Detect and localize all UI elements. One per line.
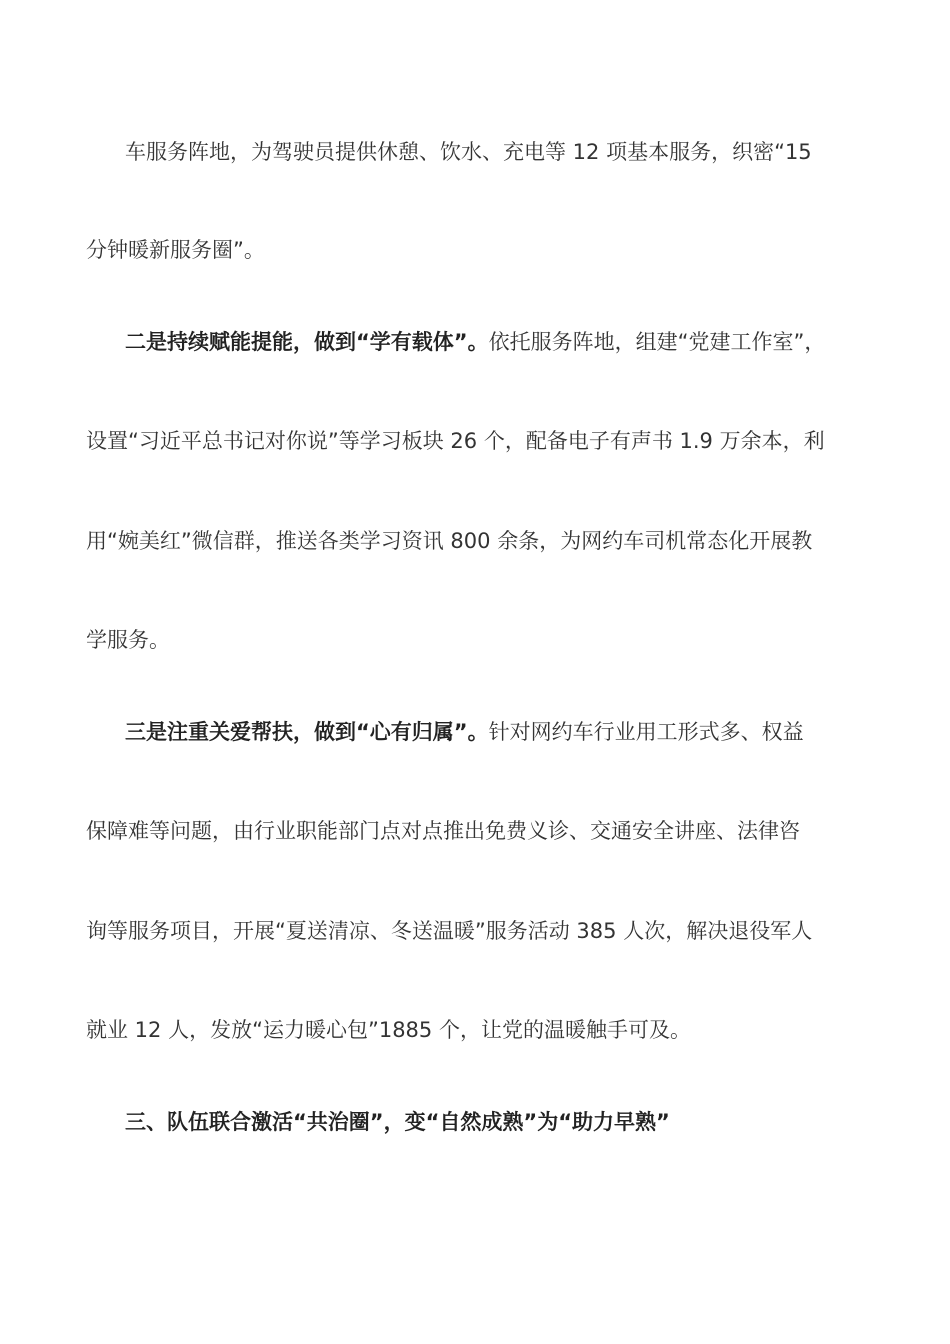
section-heading-text: 三、队伍联合激活“共治圈”，变“自然成熟”为“助力早熟” <box>125 1110 670 1134</box>
line-text: 用“婉美红”微信群，推送各类学习资讯 800 余条，为网约车司机常态化开展教 <box>86 529 813 553</box>
section-heading <box>125 1107 925 1137</box>
paragraph-heading: 二是持续赋能提能，做到“学有载体”。 <box>125 330 489 354</box>
line-text: 针对网约车行业用工形式多、权益 <box>488 720 804 744</box>
line-text: 设置“习近平总书记对你说”等学习板块 26 个，配备电子有声书 1.9 万余本，利 <box>86 429 825 453</box>
line-text: 保障难等问题，由行业职能部门点对点推出免费义诊、交通安全讲座、法律咨 <box>86 819 800 843</box>
paragraph-line <box>86 235 886 265</box>
line-text: 车服务阵地，为驾驶员提供休憩、饮水、充电等 12 项基本服务，织密“15 <box>125 140 812 164</box>
paragraph-line <box>125 327 925 357</box>
paragraph-line <box>86 916 886 946</box>
paragraph-line <box>125 137 925 167</box>
paragraph-line <box>125 717 925 747</box>
paragraph-line <box>86 426 886 456</box>
paragraph-heading: 三是注重关爱帮扶，做到“心有归属”。 <box>125 720 489 744</box>
line-text: 依托服务阵地，组建“党建工作室”， <box>488 330 826 354</box>
line-text: 询等服务项目，开展“夏送清凉、冬送温暖”服务活动 385 人次，解决退役军人 <box>86 919 813 943</box>
line-text: 就业 12 人，发放“运力暖心包”1885 个，让党的温暖触手可及。 <box>86 1018 691 1042</box>
paragraph-line <box>86 816 886 846</box>
line-text: 分钟暖新服务圈”。 <box>86 238 265 262</box>
line-text: 学服务。 <box>86 628 170 652</box>
paragraph-line <box>86 1015 886 1045</box>
paragraph-line <box>86 526 886 556</box>
paragraph-line <box>86 625 886 655</box>
